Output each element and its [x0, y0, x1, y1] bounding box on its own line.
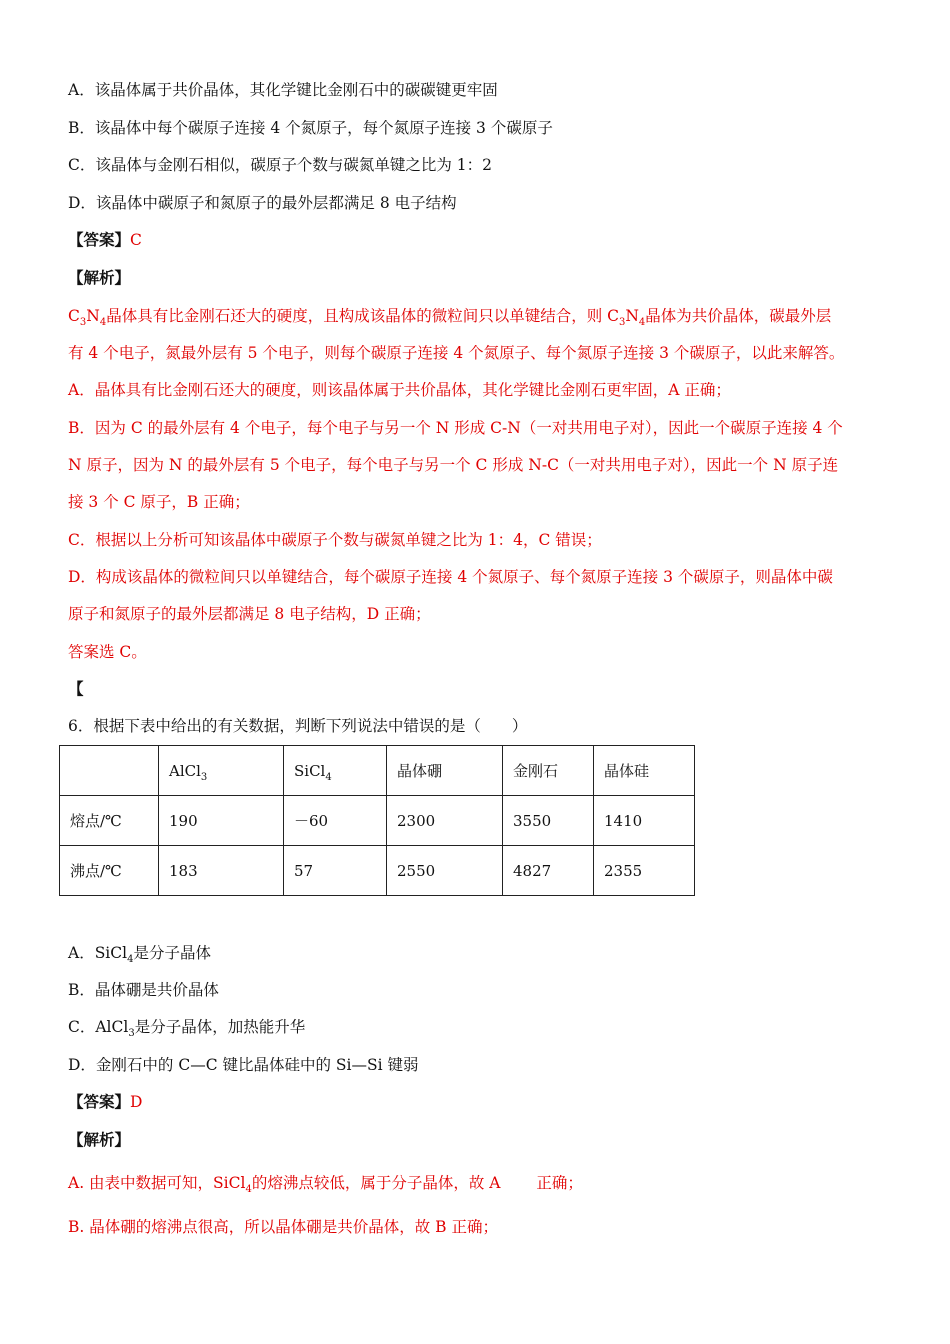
q5-option-c: C．该晶体与金刚石相似，碳原子个数与碳氮单键之比为 1：2 — [68, 156, 493, 174]
answer-label: 【答案】 — [68, 1092, 131, 1111]
table-cell: 2355 — [594, 846, 695, 896]
q5-analysis-label: 【解析】 — [68, 268, 131, 287]
table-cell: 57 — [284, 846, 387, 896]
table-header-cell: 金刚石 — [503, 746, 594, 796]
table-cell: 1410 — [594, 796, 695, 846]
q6-option-d: D．金刚石中的 C—C 键比晶体硅中的 Si—Si 键弱 — [68, 1056, 419, 1074]
q6-option-c: C．AlCl$_3$是分子晶体，加热能升华 — [68, 1018, 306, 1039]
table-header-cell: 晶体硼 — [387, 746, 503, 796]
q5-analysis-conclusion: 答案选 C。 — [68, 643, 147, 661]
q5-analysis-a: A．晶体具有比金刚石还大的硬度，则该晶体属于共价晶体，其化学键比金刚石更牢固，A 正确； — [68, 381, 731, 399]
table-row — [60, 846, 695, 896]
table-row — [60, 796, 695, 846]
table-cell: 2550 — [387, 846, 503, 896]
q5-option-a: A．该晶体属于共价晶体，其化学键比金刚石中的碳碳键更牢固 — [68, 81, 498, 99]
q6-option-a: A．SiCl$_4$是分子晶体 — [68, 944, 211, 965]
q6-answer — [68, 1092, 142, 1112]
q5-option-b: B．该晶体中每个碳原子连接 4 个氮原子，每个氮原子连接 3 个碳原子 — [68, 119, 553, 137]
q6-option-b: B．晶体硼是共价晶体 — [68, 981, 219, 999]
answer-label: 【答案】 — [68, 230, 131, 249]
q5-analysis-b2: N 原子，因为 N 的最外层有 5 个电子，每个电子与另一个 C 形成 N-C（一对共用电子对），因此一个 N 原子连 — [68, 456, 839, 474]
table-cell: －60 — [284, 796, 387, 846]
table-cell: 190 — [159, 796, 284, 846]
table-header-cell: SiCl$_4$ — [284, 746, 387, 796]
q5-answer — [68, 230, 142, 250]
q5-option-d: D．该晶体中碳原子和氮原子的最外层都满足 8 电子结构 — [68, 194, 457, 212]
q6-analysis-b: B. 晶体硼的熔沸点很高，所以晶体硼是共价晶体，故 B 正确； — [68, 1218, 498, 1236]
table-header-cell: 晶体硅 — [594, 746, 695, 796]
q6-analysis-a: A. 由表中数据可知，SiCl$_4$的熔沸点较低，属于分子晶体，故 A 正确； — [68, 1174, 583, 1195]
table-cell: 183 — [159, 846, 284, 896]
q6-data-table — [59, 745, 695, 896]
answer-value: D — [130, 1093, 143, 1111]
table-header-cell — [60, 746, 159, 796]
table-cell: 沸点/℃ — [60, 846, 159, 896]
q5-analysis-b3: 接 3 个 C 原子，B 正确； — [68, 493, 250, 511]
table-header-cell: AlCl$_3$ — [159, 746, 284, 796]
table-header-row — [60, 746, 695, 796]
table-cell: 2300 — [387, 796, 503, 846]
answer-value: C — [130, 231, 142, 249]
q5-analysis-intro-line1: $C_3N_4$晶体具有比金刚石还大的硬度，且构成该晶体的微粒间只以单键结合，则 $C_3N_4$晶体为共价晶体，碳最外层 — [68, 307, 832, 328]
q5-analysis-intro-line2: 有 4 个电子，氮最外层有 5 个电子，则每个碳原子连接 4 个氮原子、每个氮原子连接 3 个碳原子，以此来解答。 — [68, 344, 845, 362]
table-cell: 熔点/℃ — [60, 796, 159, 846]
q6-analysis-label: 【解析】 — [68, 1130, 131, 1149]
q6-stem: 6．根据下表中给出的有关数据，判断下列说法中错误的是（ ） — [68, 717, 528, 735]
q5-analysis-b1: B．因为 C 的最外层有 4 个电子，每个电子与另一个 N 形成 C-N（一对共用电子对），因此一个碳原子连接 4 个 — [68, 419, 843, 437]
table-cell: 4827 — [503, 846, 594, 896]
table-cell: 3550 — [503, 796, 594, 846]
bracket-mark: 【 — [68, 679, 84, 698]
q5-analysis-d2: 原子和氮原子的最外层都满足 8 电子结构，D 正确； — [68, 605, 431, 623]
q5-analysis-c: C．根据以上分析可知该晶体中碳原子个数与碳氮单键之比为 1：4，C 错误； — [68, 531, 602, 549]
q5-analysis-d1: D．构成该晶体的微粒间只以单键结合，每个碳原子连接 4 个氮原子、每个氮原子连接 3 个碳原子，则晶体中碳 — [68, 568, 833, 586]
